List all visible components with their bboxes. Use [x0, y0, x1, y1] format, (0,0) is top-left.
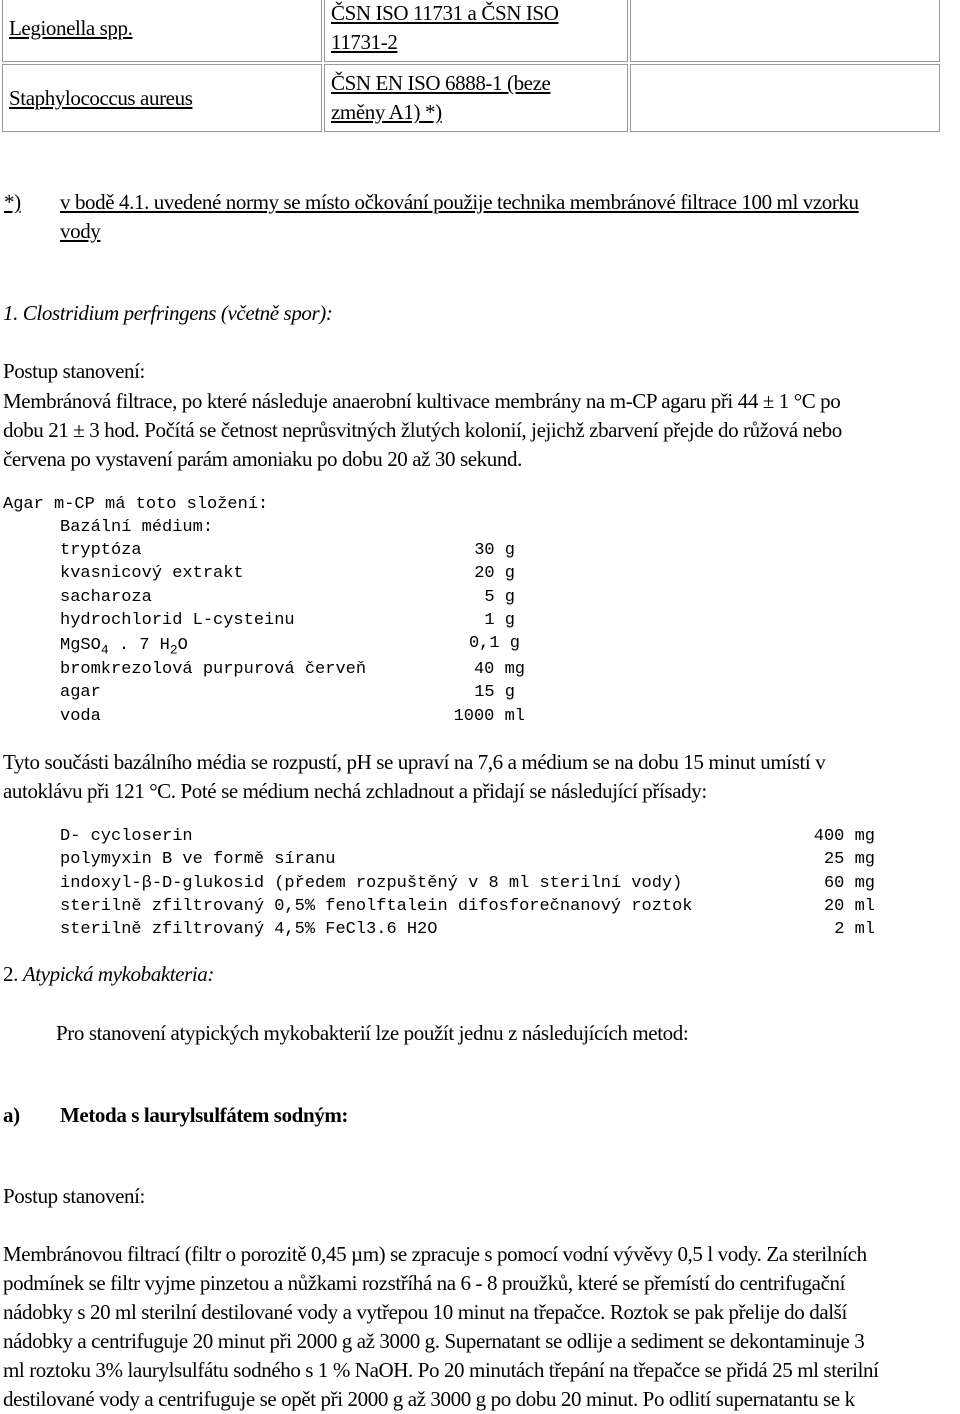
additive-amount: 25 mg — [823, 850, 875, 870]
formula-subscript: 2 — [169, 642, 178, 658]
ingredient-amount: 30 g — [474, 541, 515, 560]
table-row — [2, 64, 940, 132]
ingredient-amount: 20 g — [474, 564, 515, 584]
formula-part: . 7 H — [108, 636, 170, 655]
formula-part: O — [177, 636, 188, 655]
empty-cell — [630, 64, 940, 132]
ingredient-name: agar — [60, 683, 101, 703]
footnote-line: v bodě 4.1. uvedené normy se místo očkování použije technika membránové filtrace 100 ml vzorku — [60, 190, 859, 214]
organism-name: Legionella spp. — [9, 15, 133, 40]
after-paragraph — [3, 748, 958, 806]
norm-line: ČSN ISO 11731 a ČSN ISO — [331, 1, 559, 25]
paragraph-line: autoklávu při 121 °C. Poté se médium nechá zchladnout a přidají se následující přísady: — [3, 779, 707, 803]
additive-name: indoxyl-β-D-glukosid (předem rozpuštěný v 8 ml sterilní vody) — [60, 873, 683, 893]
additive-amount: 60 mg — [823, 873, 875, 893]
basal-label: Bazální médium: — [60, 518, 214, 537]
empty-cell — [630, 0, 940, 62]
section1-heading: 1. Clostridium perfringens (včetně spor): — [3, 301, 333, 325]
ingredient-name: hydrochlorid L-cysteinu — [60, 610, 295, 630]
paragraph-line: podmínek se filtr vyjme pinzetou a nůžkami rozstříhá na 6 - 8 proužků, které se přemístí do centrifugační — [3, 1271, 846, 1295]
ingredient-name: bromkrezolová purpurová červeň — [60, 660, 367, 679]
section1-paragraph — [3, 387, 958, 474]
ingredient-amount: 1000 ml — [453, 706, 525, 726]
ingredient-list — [60, 539, 530, 739]
norm-cell — [324, 0, 628, 62]
method-marker: a) — [3, 1103, 20, 1127]
method-title: Metoda s laurylsulfátem sodným: — [60, 1103, 349, 1127]
organism-name: Staphylococcus aureus — [9, 85, 193, 110]
norm-line: ČSN EN ISO 6888-1 (beze — [331, 71, 551, 95]
ingredient-amount: 5 g — [484, 587, 515, 607]
ingredient-name: kvasnicový extrakt — [60, 564, 244, 584]
organism-cell — [2, 0, 322, 62]
section2-paragraph — [3, 1240, 958, 1414]
additive-amount: 2 ml — [834, 920, 875, 940]
norms-table — [0, 0, 942, 134]
ingredient-amount: 40 mg — [473, 660, 525, 679]
norm-line: změny A1) *) — [331, 100, 442, 124]
additive-name: polymyxin B ve formě síranu — [60, 850, 336, 870]
ingredient-amount: 1 g — [484, 610, 515, 630]
paragraph-line: Tyto součásti bazálního média se rozpustí, pH se upraví na 7,6 a médium se na dobu 15 minut umístí v — [3, 750, 826, 774]
norm-line: 11731-2 — [331, 30, 398, 54]
paragraph-line: Membránovou filtrací (filtr o porozitě 0,45 µm) se zpracuje s pomocí vodní vývěvy 0,5 l vody. Za sterilních — [3, 1242, 867, 1266]
footnote-marker: *) — [4, 190, 21, 214]
additive-name: sterilně zfiltrovaný 0,5% fenolftalein difosforečnanový roztok — [60, 896, 693, 916]
norm-cell — [324, 64, 628, 132]
additive-name: D- cycloserin — [60, 827, 193, 846]
paragraph-line: červena po vystavení parám amoniaku po dobu 20 až 30 sekund. — [3, 447, 522, 471]
ingredient-name: voda — [60, 706, 101, 726]
section2-intro: Pro stanovení atypických mykobakterií lze použít jednu z následujících metod: — [56, 1021, 689, 1045]
section2-title: Atypická mykobakteria: — [22, 962, 215, 986]
section2-number: 2. — [3, 962, 18, 986]
footnote-line: vody — [60, 219, 101, 243]
paragraph-line: dobu 21 ± 3 hod. Počítá se četnost neprůsvitných žlutých kolonií, jejichž zbarvení přejde do růžová nebo — [3, 418, 842, 442]
paragraph-line: nádobky s 20 ml sterilní destilované vody a vytřepou 10 minut na třepačce. Roztok se pak přelije do další — [3, 1300, 847, 1324]
paragraph-line: destilované vody a centrifuguje se opět při 2000 g až 3000 g po dobu 20 minut. Po odlití supernatantu se k — [3, 1387, 855, 1411]
ingredient-amount: 15 g — [474, 683, 515, 703]
table-row — [2, 0, 940, 62]
paragraph-line: ml roztoku 3% laurylsulfátu sodného s 1 % NaOH. Po 20 minutách třepání na třepačce se přidá 25 ml sterilní — [3, 1358, 879, 1382]
paragraph-line: Membránová filtrace, po které následuje anaerobní kultivace membrány na m-CP agaru při 44 ± 1 °C po — [3, 389, 841, 413]
organism-cell — [2, 64, 322, 132]
ingredient-name: tryptóza — [60, 541, 142, 560]
ingredient-amount: 0,1 g — [468, 634, 520, 654]
agar-title: Agar m-CP má toto složení: — [3, 495, 269, 514]
section2-heading — [3, 960, 214, 989]
formula-part: MgSO — [60, 636, 101, 655]
ingredient-name: sacharoza — [60, 587, 152, 607]
additive-list — [60, 825, 880, 945]
additive-name: sterilně zfiltrovaný 4,5% FeCl3.6 H2O — [60, 920, 438, 940]
formula-subscript: 4 — [100, 642, 109, 658]
additive-amount: 20 ml — [823, 896, 875, 916]
procedure-label: Postup stanovení: — [3, 359, 145, 383]
additive-amount: 400 mg — [813, 827, 875, 846]
footnote-text — [60, 188, 950, 246]
paragraph-line: nádobky a centrifuguje 20 minut při 2000 g až 3000 g. Supernatant se odlije a sediment se dekontaminuje 3 — [3, 1329, 865, 1353]
procedure-label: Postup stanovení: — [3, 1184, 145, 1208]
